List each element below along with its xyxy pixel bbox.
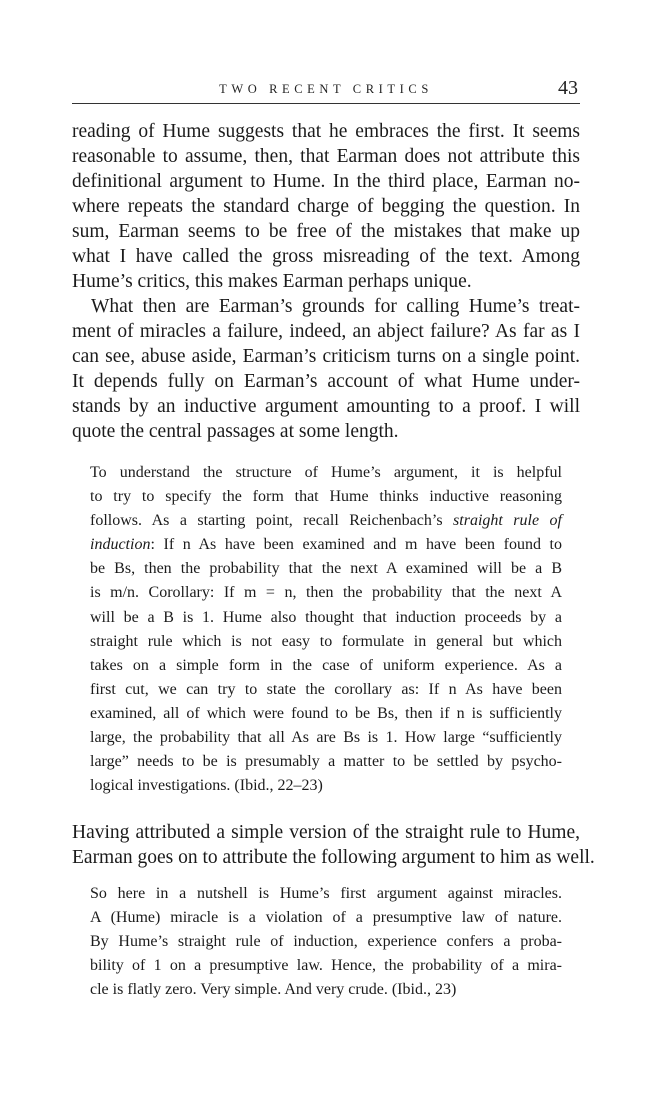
italic-term: induction — [90, 536, 151, 554]
quote-line: takes on a simple form in the case of uniform experience. As a — [90, 656, 562, 674]
text-line: can see, abuse aside, Earman’s criticism turns on a single point. — [72, 346, 580, 367]
quote-line: will be a B is 1. Hume also thought that induction proceeds by a — [90, 608, 562, 626]
text-line: sum, Earman seems to be free of the mistakes that make up — [72, 221, 580, 242]
quote-line: is m/n. Corollary: If m = n, then the probability that the next A — [90, 584, 562, 602]
quote-line: to try to specify the form that Hume thinks inductive reasoning — [90, 488, 562, 506]
text-line: definitional argument to Hume. In the third place, Earman no- — [72, 171, 580, 192]
running-title: TWO RECENT CRITICS — [219, 82, 433, 96]
text-line: What then are Earman’s grounds for calling Hume’s treat- — [91, 296, 580, 317]
italic-term: straight rule of — [453, 512, 563, 530]
quote-line: be Bs, then the probability that the next A examined will be a B — [90, 560, 562, 578]
quote-line: By Hume’s straight rule of induction, experience confers a proba- — [90, 933, 562, 951]
text-line: It depends fully on Earman’s account of what Hume under- — [72, 371, 580, 392]
quote-line: examined, all of which were found to be Bs, then if n is sufficiently — [90, 704, 562, 722]
quote-line: logical investigations. (Ibid., 22–23) — [90, 777, 323, 795]
quote-line: To understand the structure of Hume’s argument, it is helpful — [90, 464, 562, 481]
quote-line: So here in a nutshell is Hume’s first argument against miracles. — [90, 885, 562, 902]
text-line: stands by an inductive argument amounting to a proof. I will — [72, 396, 580, 417]
text-line: where repeats the standard charge of begging the question. In — [72, 196, 580, 217]
paragraph-earman-grounds — [72, 294, 580, 444]
header-rule — [72, 103, 580, 104]
quote-line: A (Hume) miracle is a violation of a presumptive law of nature. — [90, 909, 562, 927]
block-quote-straight-rule — [90, 461, 562, 798]
paragraph-continued — [72, 119, 580, 294]
page-number: 43 — [558, 77, 578, 99]
quote-line — [90, 509, 562, 533]
text-line: Having attributed a simple version of the straight rule to Hume, — [72, 822, 580, 843]
quote-line — [90, 533, 562, 557]
text-line: ment of miracles a failure, indeed, an abject failure? As far as I — [72, 321, 580, 342]
text-line: what I have called the gross misreading of the text. Among — [72, 246, 580, 267]
text-line: reasonable to assume, then, that Earman does not attribute this — [72, 146, 580, 167]
quote-line: cle is flatly zero. Very simple. And very crude. (Ibid., 23) — [90, 981, 457, 999]
quote-line: large” needs to be is presumably a matter to be settled by psycho- — [90, 753, 562, 771]
quote-line: bility of 1 on a presumptive law. Hence, the probability of a mira- — [90, 957, 562, 975]
paragraph-attributed — [72, 820, 595, 870]
text-line: Earman goes on to attribute the following argument to him as well. — [72, 847, 595, 868]
text-line: quote the central passages at some length. — [72, 421, 399, 442]
text-line: Hume’s critics, this makes Earman perhaps unique. — [72, 271, 472, 292]
quote-line: first cut, we can try to state the corollary as: If n As have been — [90, 680, 562, 698]
quote-line: large, the probability that all As are Bs is 1. How large “sufficiently — [90, 729, 562, 747]
block-quote-nutshell — [90, 882, 562, 1002]
quote-text: : If n As have been examined and m have been found to — [150, 536, 562, 554]
quote-line: straight rule which is not easy to formulate in general but which — [90, 632, 562, 650]
quote-text: follows. As a starting point, recall Reichenbach’s — [90, 512, 454, 530]
text-line: reading of Hume suggests that he embraces the first. It seems — [72, 121, 580, 142]
